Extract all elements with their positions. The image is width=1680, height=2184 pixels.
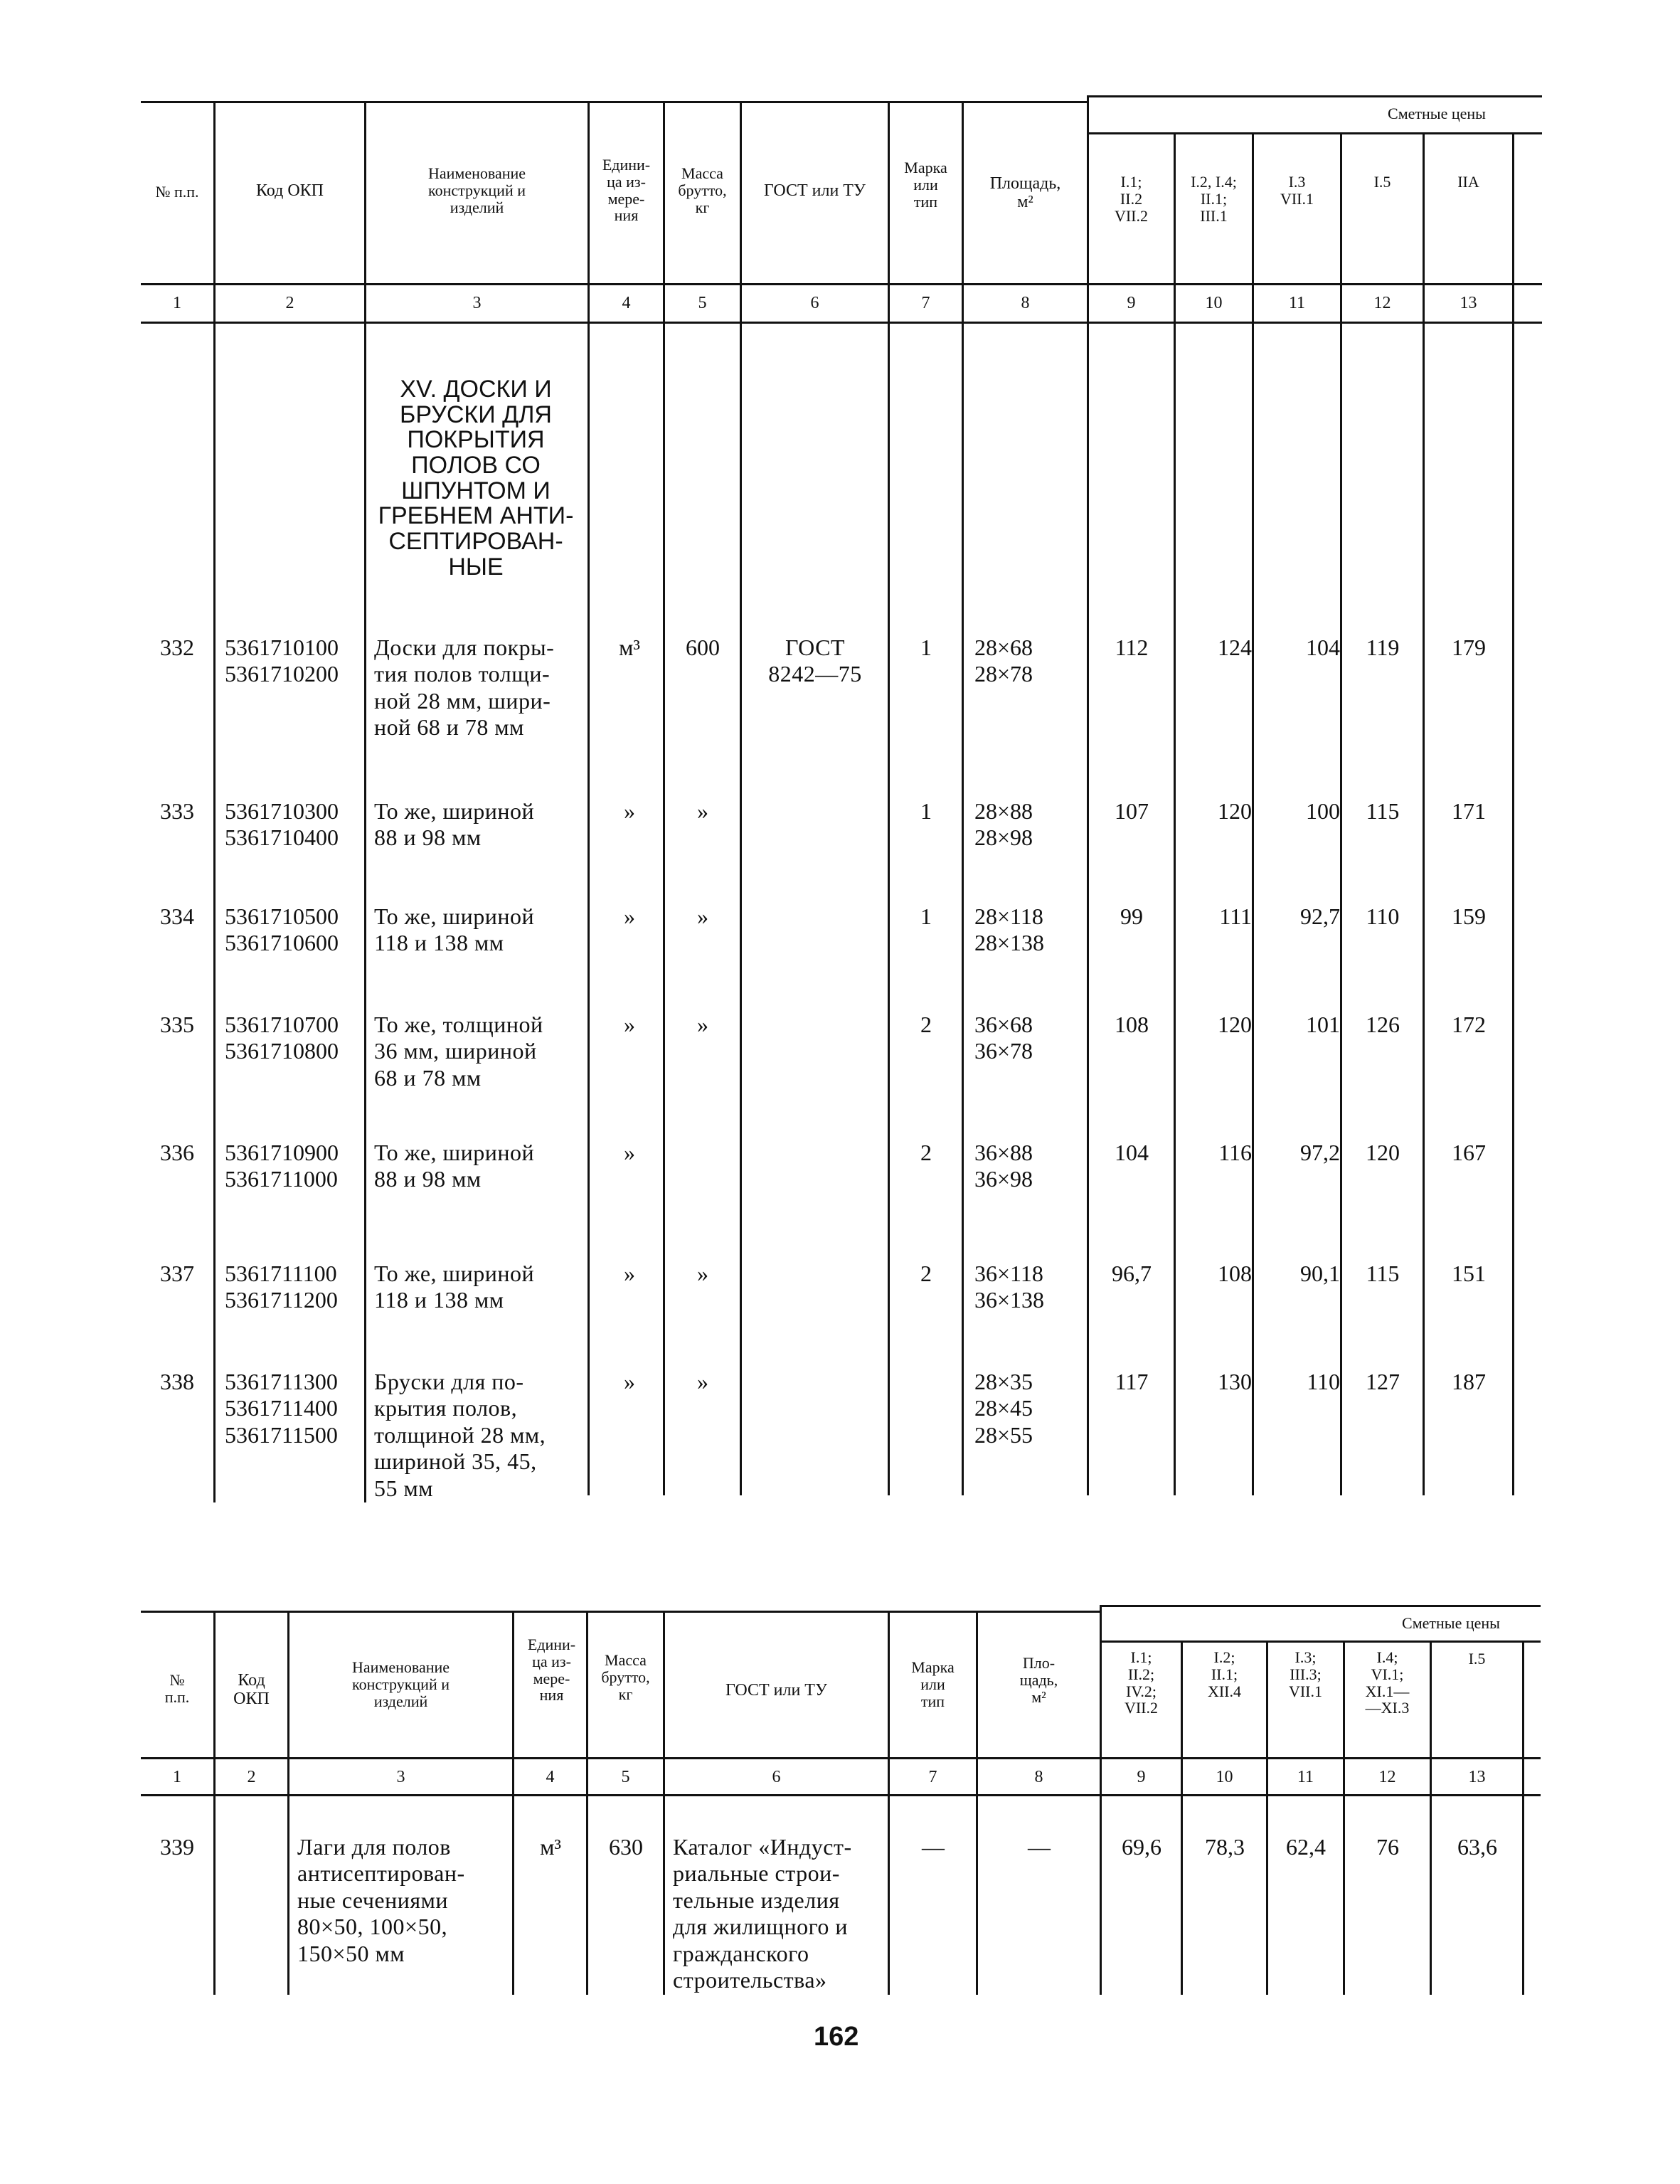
header-col-5: Масса брутто, кг — [601, 1651, 650, 1703]
gross-mass: » — [697, 903, 708, 929]
row-number: 332 — [160, 635, 194, 660]
price-col-13: 159 — [1452, 903, 1486, 929]
item-name: То же, шириной 118 и 138 мм — [374, 1261, 535, 1313]
column-number: 4 — [622, 294, 631, 312]
column-number: 6 — [772, 1768, 781, 1786]
price-col-9: 104 — [1115, 1140, 1149, 1165]
header-col-3: Наименование конструкций и изделий — [427, 164, 526, 216]
column-number: 10 — [1205, 294, 1223, 312]
area: 28×118 28×138 — [974, 903, 1045, 956]
okp-code: 5361710900 5361711000 — [225, 1140, 339, 1192]
okp-code: 5361710100 5361710200 — [225, 635, 339, 687]
price-col-12: 127 — [1366, 1369, 1400, 1394]
price-col-9: 69,6 — [1122, 1834, 1161, 1860]
gost-or-tu: Каталог «Индуст- риальные строи- тельные изделия для жилищного и гражданского строительства» — [673, 1834, 852, 1993]
area: 36×88 36×98 — [974, 1140, 1033, 1192]
header-col-12: I.4; VI.1; XI.1— —XI.3 — [1365, 1648, 1410, 1717]
header-col-10: I.2; II.1; XII.4 — [1207, 1648, 1242, 1700]
rule — [1101, 1640, 1541, 1643]
gross-mass: » — [697, 1261, 708, 1286]
row-number: 334 — [160, 903, 194, 929]
gross-mass: » — [697, 798, 708, 824]
column-number: 2 — [247, 1768, 256, 1786]
column-number: 12 — [1378, 1768, 1396, 1786]
column-number: 8 — [1021, 294, 1030, 312]
column-number: 2 — [285, 294, 294, 312]
column-number: 11 — [1297, 1768, 1314, 1786]
header-col-3: Наименование конструкций и изделий — [351, 1658, 450, 1710]
rule — [1088, 132, 1542, 134]
row-number: 336 — [160, 1140, 194, 1165]
column-number: 6 — [810, 294, 819, 312]
mark-or-type: 1 — [920, 635, 932, 660]
unit: » — [624, 903, 635, 929]
column-number: 11 — [1288, 294, 1306, 312]
unit: » — [624, 1369, 635, 1394]
mark-or-type: 2 — [920, 1140, 932, 1165]
column-number: 10 — [1216, 1768, 1233, 1786]
column-number: 1 — [173, 294, 181, 312]
header-col-12: I.5 — [1373, 173, 1391, 191]
header-group-estimated-prices: Сметные цены — [1388, 105, 1486, 122]
column-number: 3 — [396, 1768, 405, 1786]
header-col-1: № п.п. — [155, 183, 199, 201]
price-col-9: 96,7 — [1112, 1261, 1152, 1286]
area: 28×68 28×78 — [974, 635, 1033, 687]
rule — [1512, 132, 1514, 1495]
mark-or-type: — — [922, 1834, 945, 1860]
price-col-12: 115 — [1366, 798, 1400, 824]
price-col-9: 108 — [1115, 1012, 1149, 1037]
price-col-13: 172 — [1452, 1012, 1486, 1037]
column-number: 7 — [921, 294, 930, 312]
header-col-1: № п.п. — [164, 1671, 190, 1706]
price-col-12: 110 — [1366, 903, 1400, 929]
price-col-11: 97,2 — [1300, 1140, 1340, 1165]
price-col-12: 126 — [1366, 1012, 1400, 1037]
header-col-13: I.5 — [1468, 1650, 1486, 1668]
price-col-12: 115 — [1366, 1261, 1400, 1286]
column-number: 4 — [546, 1768, 555, 1786]
header-col-8: Площадь, м² — [989, 174, 1061, 211]
header-col-6: ГОСТ или ТУ — [725, 1681, 827, 1700]
price-col-11: 92,7 — [1300, 903, 1340, 929]
price-col-10: 116 — [1218, 1140, 1252, 1165]
rule — [663, 1611, 665, 1995]
header-col-7: Марка или тип — [904, 159, 947, 211]
price-col-9: 99 — [1120, 903, 1143, 929]
price-col-10: 120 — [1218, 798, 1252, 824]
header-col-5: Масса брутто, кг — [678, 164, 727, 216]
gross-mass: » — [697, 1012, 708, 1037]
rule — [1088, 95, 1542, 97]
unit: » — [624, 1140, 635, 1165]
item-name: То же, шириной 88 и 98 мм — [374, 798, 535, 851]
rule — [141, 283, 1542, 285]
header-col-13: IIA — [1457, 173, 1479, 191]
rule — [1174, 132, 1176, 1495]
rule — [141, 1757, 1541, 1759]
rule — [512, 1611, 514, 1995]
header-col-11: I.3 VII.1 — [1280, 173, 1314, 208]
rule — [141, 1611, 1101, 1613]
rule — [141, 322, 1542, 324]
area: — — [1028, 1834, 1051, 1860]
mark-or-type: 2 — [920, 1012, 932, 1037]
price-col-9: 107 — [1115, 798, 1149, 824]
okp-code: 5361710700 5361710800 — [225, 1012, 339, 1064]
page-number: 162 — [814, 2022, 859, 2052]
price-col-11: 104 — [1306, 635, 1340, 660]
column-number: 3 — [472, 294, 482, 312]
area: 36×118 36×138 — [974, 1261, 1045, 1313]
item-name: То же, шириной 118 и 138 мм — [374, 903, 535, 956]
column-number: 5 — [621, 1768, 630, 1786]
gross-mass: » — [697, 1369, 708, 1394]
gross-mass: 600 — [686, 635, 720, 660]
header-col-6: ГОСТ или ТУ — [764, 181, 866, 200]
price-col-11: 100 — [1306, 798, 1340, 824]
price-col-11: 90,1 — [1300, 1261, 1340, 1286]
price-col-13: 63,6 — [1457, 1834, 1497, 1860]
row-number: 335 — [160, 1012, 194, 1037]
section-title: XV. ДОСКИ И БРУСКИ ДЛЯ ПОКРЫТИЯ ПОЛОВ СО ШПУНТОМ И ГРЕБНЕМ АНТИ- СЕПТИРОВАН- НЫЕ — [378, 376, 574, 581]
price-col-9: 117 — [1115, 1369, 1149, 1394]
price-col-11: 62,4 — [1286, 1834, 1326, 1860]
price-col-11: 101 — [1306, 1012, 1340, 1037]
price-col-13: 167 — [1452, 1140, 1486, 1165]
header-col-7: Марка или тип — [911, 1658, 955, 1710]
header-col-4: Едини- ца из- мере- ния — [602, 156, 651, 225]
item-name: Бруски для по- крытия полов, толщиной 28 мм, шириной 35, 45, 55 мм — [374, 1369, 546, 1501]
row-number: 337 — [160, 1261, 194, 1286]
gost-or-tu: ГОСТ 8242—75 — [768, 635, 862, 687]
price-col-9: 112 — [1115, 635, 1149, 660]
unit: » — [624, 1012, 635, 1037]
column-number: 12 — [1373, 294, 1391, 312]
mark-or-type: 1 — [920, 798, 932, 824]
column-number: 1 — [173, 1768, 181, 1786]
item-name: Лаги для полов антисептирован- ные сечениями 80×50, 100×50, 150×50 мм — [297, 1834, 465, 1966]
area: 28×88 28×98 — [974, 798, 1033, 851]
header-col-8: Пло- щадь, м² — [1019, 1654, 1058, 1706]
price-col-10: 124 — [1218, 635, 1252, 660]
rule — [1430, 1640, 1432, 1995]
rule — [1252, 132, 1254, 1495]
row-number: 339 — [160, 1834, 194, 1860]
header-col-2: Код ОКП — [233, 1671, 270, 1708]
price-col-10: 78,3 — [1205, 1834, 1245, 1860]
column-number: 13 — [1460, 294, 1477, 312]
header-col-11: I.3; III.3; VII.1 — [1288, 1648, 1323, 1700]
mark-or-type: 2 — [920, 1261, 932, 1286]
rule — [213, 1611, 216, 1995]
okp-code: 5361710300 5361710400 — [225, 798, 339, 851]
column-number: 9 — [1127, 294, 1136, 312]
price-col-12: 119 — [1366, 635, 1400, 660]
item-name: Доски для покры- тия полов толщи- ной 28 мм, шири- ной 68 и 78 мм — [374, 635, 555, 741]
area: 28×35 28×45 28×55 — [974, 1369, 1033, 1448]
okp-code: 5361711100 5361711200 — [225, 1261, 338, 1313]
header-col-10: I.2, I.4; II.1; III.1 — [1191, 173, 1237, 225]
price-col-10: 108 — [1218, 1261, 1252, 1286]
header-col-4: Едини- ца из- мере- ния — [527, 1636, 576, 1705]
column-number: 13 — [1468, 1768, 1486, 1786]
gross-mass: 630 — [609, 1834, 643, 1860]
okp-code: 5361710500 5361710600 — [225, 903, 339, 956]
header-group-estimated-prices: Сметные цены — [1402, 1614, 1500, 1632]
item-name: То же, шириной 88 и 98 мм — [374, 1140, 535, 1192]
rule — [1101, 1605, 1541, 1607]
rule — [1522, 1640, 1524, 1995]
price-col-10: 130 — [1218, 1369, 1252, 1394]
rule — [141, 1794, 1541, 1796]
price-col-13: 171 — [1452, 798, 1486, 824]
unit: » — [624, 798, 635, 824]
price-col-12: 120 — [1366, 1140, 1400, 1165]
header-col-9: I.1; II.2 VII.2 — [1114, 173, 1149, 225]
price-col-13: 151 — [1452, 1261, 1486, 1286]
okp-code: 5361711300 5361711400 5361711500 — [225, 1369, 338, 1448]
item-name: То же, толщиной 36 мм, шириной 68 и 78 мм — [374, 1012, 543, 1091]
price-col-10: 111 — [1219, 903, 1252, 929]
price-col-10: 120 — [1218, 1012, 1252, 1037]
column-number: 7 — [928, 1768, 937, 1786]
price-col-12: 76 — [1376, 1834, 1399, 1860]
unit: м³ — [619, 635, 640, 660]
mark-or-type: 1 — [920, 903, 932, 929]
row-number: 338 — [160, 1369, 194, 1394]
price-col-13: 187 — [1452, 1369, 1486, 1394]
unit: » — [624, 1261, 635, 1286]
row-number: 333 — [160, 798, 194, 824]
column-number: 5 — [698, 294, 707, 312]
price-col-11: 110 — [1307, 1369, 1340, 1394]
column-number: 9 — [1137, 1768, 1146, 1786]
header-col-2: Код ОКП — [255, 181, 324, 200]
rule — [1340, 132, 1342, 1495]
header-col-9: I.1; II.2; IV.2; VII.2 — [1124, 1648, 1159, 1717]
column-number: 8 — [1034, 1768, 1043, 1786]
rule — [141, 101, 1088, 103]
area: 36×68 36×78 — [974, 1012, 1033, 1064]
price-col-13: 179 — [1452, 635, 1486, 660]
unit: м³ — [540, 1834, 561, 1860]
rule — [1423, 132, 1425, 1495]
